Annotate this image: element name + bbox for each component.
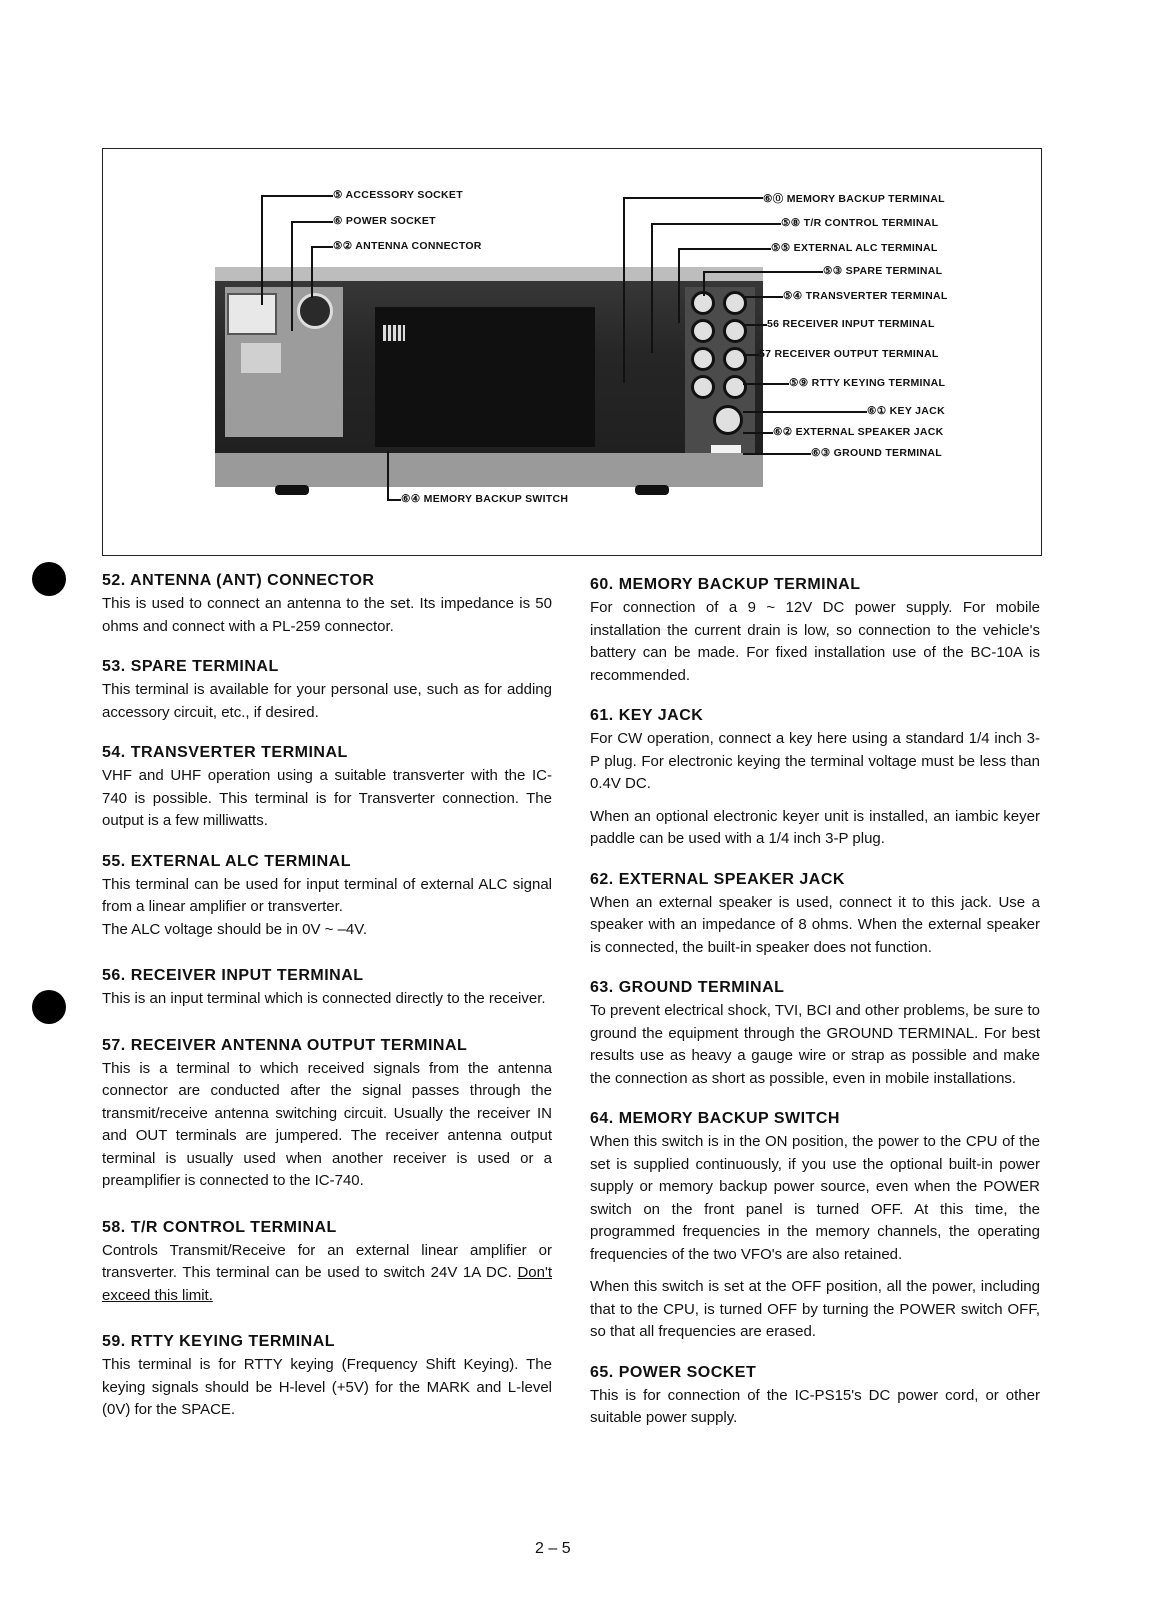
right-column — [590, 576, 1040, 1450]
callout-line — [291, 221, 293, 331]
section-title: 58. T/R CONTROL TERMINAL — [102, 1218, 337, 1236]
callout-label: ⑤② ANTENNA CONNECTOR — [333, 240, 482, 252]
callout-label: ⑥② EXTERNAL SPEAKER JACK — [773, 426, 944, 438]
section-text: This is for connection of the IC-PS15's DC power cord, or other suitable power supply. — [590, 1386, 1040, 1426]
callout-line — [743, 296, 783, 298]
callout-line — [623, 197, 763, 199]
callout-line — [743, 453, 811, 455]
section-receiver-input-terminal — [102, 967, 552, 1011]
section-external-alc-terminal — [102, 853, 552, 942]
section-text-main: Controls Transmit/Receive for an external linear amplifier or transverter. This terminal can be used to switch 24V 1A DC. — [102, 1241, 552, 1281]
callout-line — [623, 197, 625, 383]
section-text: This is used to connect an antenna to the set. Its impedance is 50 ohms and connect with a PL-259 connector. — [102, 595, 552, 635]
section-power-socket — [590, 1364, 1040, 1430]
section-title: 61. KEY JACK — [590, 707, 704, 724]
binder-hole-mark — [32, 562, 66, 596]
jack-graphic — [723, 375, 747, 399]
section-text: For CW operation, connect a key here using a standard 1/4 inch 3-P plug. For electronic keying the terminal voltage must be less than 0.4V DC. — [590, 730, 1040, 792]
section-title: 62. EXTERNAL SPEAKER JACK — [590, 870, 845, 888]
callout-line — [743, 354, 759, 356]
vent-graphic — [383, 325, 405, 341]
callout-line — [261, 195, 263, 305]
callout-label: ⑥③ GROUND TERMINAL — [811, 447, 942, 459]
callout-label: ⑥① KEY JACK — [867, 405, 945, 417]
section-text: This terminal is for RTTY keying (Frequency Shift Keying). The keying signals should be H-level (+5V) for the MARK and L-level (0V) for the SPACE. — [102, 1356, 552, 1418]
callout-line — [678, 248, 680, 323]
callout-line — [743, 383, 789, 385]
left-column — [102, 572, 552, 1442]
section-antenna-connector — [102, 572, 552, 638]
callout-label: ⑤⑤ EXTERNAL ALC TERMINAL — [771, 242, 938, 254]
callout-label: ⑤④ TRANSVERTER TERMINAL — [783, 290, 948, 302]
section-transverter-terminal — [102, 744, 552, 833]
foot-graphic — [635, 485, 669, 495]
callout-line — [387, 499, 401, 501]
callout-line — [743, 411, 867, 413]
callout-line — [651, 223, 653, 353]
section-text: When an optional electronic keyer unit is installed, an iambic keyer paddle can be used with a 1/4 inch 3-P plug. — [590, 807, 1040, 847]
section-memory-backup-terminal — [590, 576, 1040, 687]
section-key-jack — [590, 707, 1040, 851]
accessory-socket-graphic — [227, 293, 277, 335]
callout-line — [743, 324, 767, 326]
section-text: When this switch is in the ON position, the power to the CPU of the set is supplied continuously, if you use the optional built-in power supply or memory backup power source, even when the POWER switch on the front panel is turned OFF. At this time, the programmed frequencies in the memory channels, the operating frequencies of the two VFO's are also retained. — [590, 1133, 1040, 1263]
callout-line — [291, 221, 333, 223]
section-text: This terminal can be used for input terminal of external ALC signal from a linear amplifier or transverter. — [102, 875, 552, 915]
callout-label: 57 RECEIVER OUTPUT TERMINAL — [759, 348, 939, 360]
chassis-base — [215, 453, 763, 487]
section-title: 53. SPARE TERMINAL — [102, 658, 279, 675]
limit-warning: Don't exceed this limit. — [102, 1264, 552, 1304]
section-tr-control-terminal — [102, 1219, 552, 1308]
section-memory-backup-switch — [590, 1110, 1040, 1344]
jack-graphic — [723, 291, 747, 315]
section-text: The ALC voltage should be in 0V ~ –4V. — [102, 920, 368, 938]
callout-label: ⑤ ACCESSORY SOCKET — [333, 189, 463, 201]
callout-label: ⑤③ SPARE TERMINAL — [823, 265, 943, 277]
section-title: 52. ANTENNA (ANT) CONNECTOR — [102, 572, 375, 589]
callout-line — [743, 432, 773, 434]
section-title: 64. MEMORY BACKUP SWITCH — [590, 1110, 840, 1127]
section-title: 54. TRANSVERTER TERMINAL — [102, 744, 348, 761]
section-rtty-keying-terminal — [102, 1333, 552, 1422]
section-text: For connection of a 9 ~ 12V DC power supply. For mobile installation the current drain is low, so connection to the vehicle's battery can be made. For fixed installation use of the BC-10A is recommended. — [590, 599, 1040, 684]
callout-label: ⑤⑨ RTTY KEYING TERMINAL — [789, 377, 946, 389]
callout-label: ⑥⓪ MEMORY BACKUP TERMINAL — [763, 193, 945, 205]
power-socket-graphic — [241, 343, 281, 373]
section-title: 55. EXTERNAL ALC TERMINAL — [102, 852, 351, 870]
page-number: 2 – 5 — [535, 1540, 571, 1557]
callout-line — [678, 248, 771, 250]
callout-label: 56 RECEIVER INPUT TERMINAL — [767, 318, 935, 330]
jack-graphic — [723, 319, 747, 343]
section-title: 63. GROUND TERMINAL — [590, 979, 785, 996]
callout-line — [703, 271, 823, 273]
callout-line — [387, 451, 389, 499]
section-text: This is a terminal to which received signals from the antenna connector are conducted after the signal passes through the transmit/receive antenna switching circuit. Usually the receiver IN and OUT terminals are jumpered. The receiver antenna output terminal is usually used when another receiver is used or a preamplifier is connected to the IC-740. — [102, 1059, 552, 1189]
section-text — [102, 1240, 552, 1308]
jack-graphic — [691, 375, 715, 399]
section-text: To prevent electrical shock, TVI, BCI and other problems, be sure to ground the equipment through the GROUND TERMINAL. For best results use as heavy a gauge wire or strap as possible and make the connection as short as possible, even in mobile installations. — [590, 1002, 1040, 1087]
section-title: 60. MEMORY BACKUP TERMINAL — [590, 576, 861, 593]
callout-line — [651, 223, 781, 225]
section-spare-terminal — [102, 658, 552, 724]
section-text: When this switch is set at the OFF position, all the power, including that to the CPU, is turned OFF by turning the POWER switch OFF, so that all frequencies are erased. — [590, 1278, 1040, 1340]
callout-label: ⑥④ MEMORY BACKUP SWITCH — [401, 493, 569, 505]
rear-panel-figure — [102, 148, 1042, 556]
binder-hole-mark — [32, 990, 66, 1024]
section-title: 65. POWER SOCKET — [590, 1363, 757, 1381]
section-text: This terminal is available for your personal use, such as for adding accessory circuit, etc., if desired. — [102, 681, 552, 721]
section-title: 57. RECEIVER ANTENNA OUTPUT TERMINAL — [102, 1036, 468, 1054]
key-jack-graphic — [713, 405, 743, 435]
chassis-top-edge — [215, 267, 763, 281]
callout-label: ⑤⑧ T/R CONTROL TERMINAL — [781, 217, 939, 229]
section-text: VHF and UHF operation using a suitable transverter with the IC-740 is possible. This terminal is for Transverter connection. The output is a few milliwatts. — [102, 767, 552, 829]
center-heatsink-graphic — [375, 307, 595, 447]
section-text: When an external speaker is used, connect it to this jack. Use a speaker with an impedance of 8 ohms. When the external speaker is connected, the built-in speaker does not function. — [590, 893, 1040, 956]
foot-graphic — [275, 485, 309, 495]
section-text: This is an input terminal which is connected directly to the receiver. — [102, 990, 546, 1007]
callout-line — [261, 195, 333, 197]
jack-graphic — [691, 319, 715, 343]
section-title: 56. RECEIVER INPUT TERMINAL — [102, 967, 364, 984]
antenna-connector-graphic — [297, 293, 333, 329]
jack-graphic — [723, 347, 747, 371]
section-external-speaker-jack — [590, 871, 1040, 960]
callout-line — [311, 246, 333, 248]
callout-line — [311, 246, 313, 298]
jack-graphic — [691, 347, 715, 371]
section-title: 59. RTTY KEYING TERMINAL — [102, 1333, 336, 1350]
callout-line — [703, 271, 705, 296]
section-ground-terminal — [590, 979, 1040, 1090]
rear-panel-photo — [215, 267, 763, 487]
section-receiver-antenna-output-terminal — [102, 1037, 552, 1193]
callout-label: ⑥ POWER SOCKET — [333, 215, 436, 227]
